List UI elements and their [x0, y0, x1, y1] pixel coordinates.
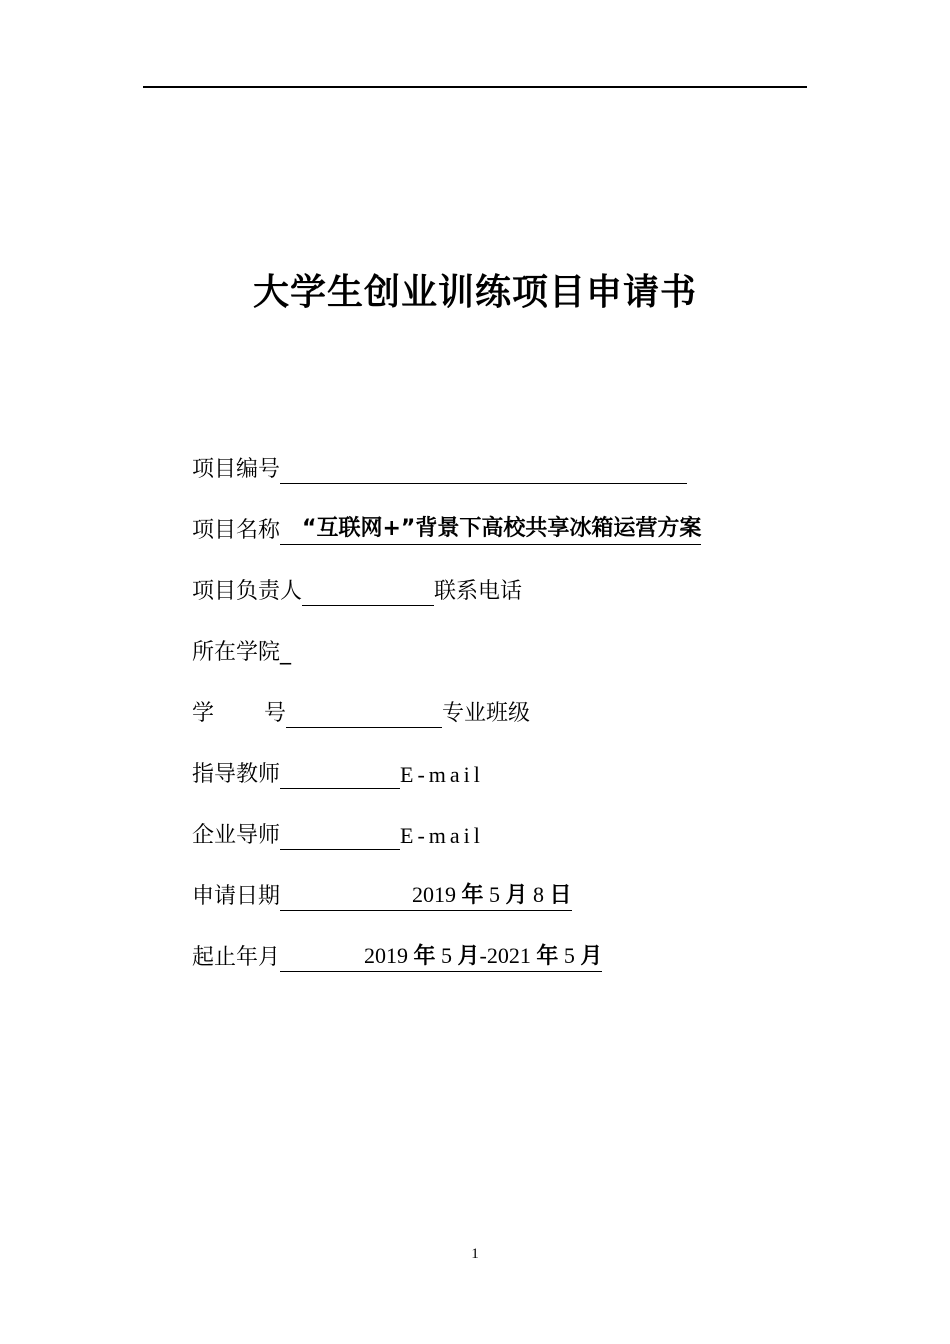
project-name-label: 项目名称	[192, 518, 281, 543]
advisor-blank[interactable]	[280, 757, 400, 789]
advisor-email-label: E-mail	[400, 762, 484, 787]
advisor-row	[192, 757, 842, 818]
application-date-value[interactable]	[280, 879, 572, 911]
application-date-day: 8	[533, 882, 545, 907]
period-value[interactable]	[280, 940, 602, 972]
application-date-row	[192, 879, 842, 940]
application-date-day-char: 日	[549, 883, 572, 908]
major-class-label: 专业班级	[442, 701, 531, 726]
enterprise-mentor-row	[192, 818, 842, 879]
student-id-label-part-2: 号	[264, 701, 287, 726]
application-date-label: 申请日期	[192, 884, 281, 909]
period-label: 起止年月	[192, 945, 281, 970]
application-date-month: 5	[489, 882, 501, 907]
project-leader-row	[192, 574, 842, 635]
document-title: 大学生创业训练项目申请书	[252, 272, 697, 313]
project-name-value[interactable]: “互联网+”背景下高校共享冰箱运营方案	[280, 513, 701, 545]
enterprise-mentor-label: 企业导师	[192, 823, 281, 848]
college-label: 所在学院_	[192, 640, 292, 665]
application-date-month-char: 月	[505, 883, 528, 908]
application-date-year: 2019	[412, 882, 457, 907]
college-row	[192, 635, 842, 696]
student-id-label-part-1: 学	[192, 701, 215, 726]
project-leader-label: 项目负责人	[192, 579, 303, 604]
period-end-month: 5	[563, 943, 575, 968]
header-rule	[143, 86, 807, 88]
period-year-char-1: 年	[413, 944, 436, 969]
project-number-blank[interactable]	[280, 452, 687, 484]
enterprise-mentor-blank[interactable]	[280, 818, 400, 850]
period-start-month: 5	[441, 943, 453, 968]
project-name-row	[192, 513, 842, 574]
student-id-blank[interactable]	[286, 696, 442, 728]
project-number-label: 项目编号	[192, 457, 281, 482]
period-start-year: 2019	[364, 943, 409, 968]
period-year-char-2: 年	[536, 944, 559, 969]
period-month-char-2: 月	[580, 944, 603, 969]
project-number-row	[192, 452, 842, 513]
contact-phone-label: 联系电话	[434, 579, 523, 604]
mentor-email-label: E-mail	[400, 823, 484, 848]
period-end-year: -2021	[479, 943, 531, 968]
period-month-char-1: 月	[457, 944, 480, 969]
student-id-label	[192, 696, 286, 732]
student-id-row	[192, 696, 842, 757]
page-number: 1	[471, 1246, 479, 1262]
period-row	[192, 940, 842, 1001]
advisor-label: 指导教师	[192, 762, 281, 787]
project-leader-blank[interactable]	[302, 574, 434, 606]
application-form	[192, 452, 842, 1001]
application-date-year-char: 年	[461, 883, 484, 908]
